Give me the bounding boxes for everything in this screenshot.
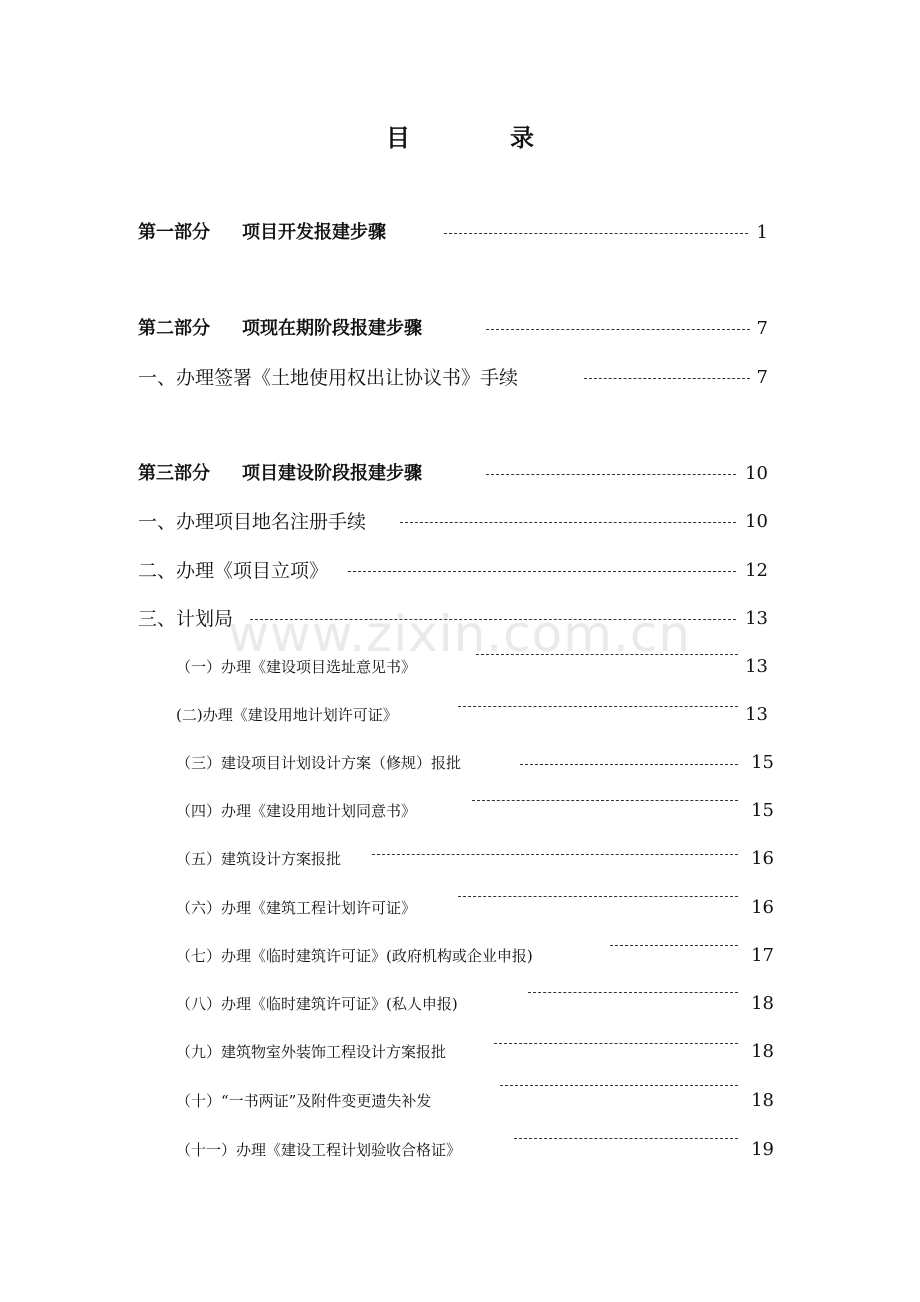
- toc-leader: [514, 1138, 738, 1139]
- toc-leader: [400, 522, 736, 523]
- toc-subentry-4[interactable]: [176, 796, 778, 826]
- toc-subentry-6[interactable]: [176, 893, 778, 923]
- toc-part-2-name: 项现在期阶段报建步骤: [242, 318, 422, 339]
- toc-subentry-7[interactable]: [176, 941, 778, 971]
- toc-subentry-label: (二)办理《建设用地计划许可证》: [176, 706, 398, 724]
- toc-entry-label: 一、办理签署《土地使用权出让协议书》手续: [138, 367, 519, 389]
- toc-subentry-label: （五）建筑设计方案报批: [176, 850, 342, 868]
- toc-title-char-2: 录: [510, 124, 534, 152]
- toc-subentry-9[interactable]: [176, 1037, 778, 1067]
- toc-leader: [372, 854, 738, 855]
- toc-subentry-label: （四）办理《建设用地计划同意书》: [176, 802, 417, 820]
- toc-part-1-label: [138, 218, 386, 248]
- toc-subentry-label: （十）“一书两证”及附件变更遗失补发: [176, 1092, 432, 1110]
- toc-part-3[interactable]: [138, 459, 778, 489]
- toc-subentry-page: 13: [745, 656, 768, 677]
- toc-title: [0, 118, 920, 158]
- toc-subentry-page: 13: [745, 704, 768, 725]
- toc-subentry-page: 16: [751, 848, 774, 869]
- toc-leader: [584, 378, 750, 379]
- toc-subentry-8[interactable]: [176, 989, 778, 1019]
- toc-subentry-label: （七）办理《临时建筑许可证》(政府机构或企业申报): [176, 947, 533, 965]
- toc-subentry-page: 17: [751, 945, 774, 966]
- toc-subentry-5[interactable]: [176, 844, 778, 874]
- toc-leader: [486, 474, 736, 475]
- toc-subentry-page: 18: [751, 993, 774, 1014]
- toc-leader: [444, 233, 748, 234]
- toc-part-3-section: 第三部分: [138, 463, 210, 484]
- toc-subentry-page: 16: [751, 897, 774, 918]
- toc-entry-label: 一、办理项目地名注册手续: [138, 511, 367, 533]
- toc-part-2-label: [138, 314, 422, 344]
- toc-part-2-section: 第二部分: [138, 318, 210, 339]
- watermark: www.zixin.com.cn: [228, 605, 692, 663]
- toc-subentry-label: （九）建筑物室外装饰工程设计方案报批: [176, 1043, 447, 1061]
- toc-subentry-label: （六）办理《建筑工程计划许可证》: [176, 899, 417, 917]
- toc-leader: [500, 1085, 738, 1086]
- toc-entry-p3-2[interactable]: [138, 556, 778, 586]
- toc-leader: [458, 896, 738, 897]
- toc-leader: [348, 571, 736, 572]
- toc-entry-page: 10: [745, 511, 768, 532]
- toc-subentry-label: （十一）办理《建设工程计划验收合格证》: [176, 1141, 462, 1159]
- toc-subentry-label: （一）办理《建设项目选址意见书》: [176, 658, 417, 676]
- toc-entry-page: 7: [756, 367, 768, 388]
- toc-subentry-page: 15: [751, 752, 774, 773]
- toc-subentry-page: 15: [751, 800, 774, 821]
- toc-subentry-page: 18: [751, 1041, 774, 1062]
- toc-subentry-3[interactable]: [176, 748, 778, 778]
- toc-subentry-2[interactable]: [176, 700, 778, 730]
- toc-part-1[interactable]: [138, 218, 778, 248]
- toc-leader: [458, 706, 738, 707]
- toc-leader: [610, 945, 738, 946]
- toc-subentry-label: （八）办理《临时建筑许可证》(私人申报): [176, 995, 458, 1013]
- toc-leader: [520, 764, 738, 765]
- toc-leader: [528, 992, 738, 993]
- toc-entry-page: 12: [745, 560, 768, 581]
- toc-part-3-label: [138, 459, 422, 489]
- toc-leader: [486, 329, 750, 330]
- toc-part-3-name: 项目建设阶段报建步骤: [242, 463, 422, 484]
- toc-leader: [494, 1043, 738, 1044]
- toc-leader: [472, 800, 738, 801]
- toc-entry-p2-1[interactable]: [138, 363, 778, 393]
- toc-part-2-page: 7: [756, 318, 768, 339]
- toc-part-1-section: 第一部分: [138, 222, 210, 243]
- toc-entry-page: 13: [745, 608, 768, 629]
- toc-title-char-1: 目: [386, 124, 410, 152]
- toc-subentry-page: 18: [751, 1090, 774, 1111]
- toc-part-1-name: 项目开发报建步骤: [242, 222, 386, 243]
- toc-subentry-page: 19: [751, 1139, 774, 1160]
- toc-subentry-10[interactable]: [176, 1086, 778, 1116]
- toc-subentry-label: （三）建设项目计划设计方案（修规）报批: [176, 754, 462, 772]
- toc-entry-p3-1[interactable]: [138, 507, 778, 537]
- toc-part-2[interactable]: [138, 314, 778, 344]
- toc-part-1-page: 1: [756, 222, 768, 243]
- toc-entry-label: 三、计划局: [138, 608, 234, 630]
- toc-subentry-11[interactable]: [176, 1135, 778, 1165]
- toc-part-3-page: 10: [745, 463, 768, 484]
- toc-entry-label: 二、办理《项目立项》: [138, 560, 329, 582]
